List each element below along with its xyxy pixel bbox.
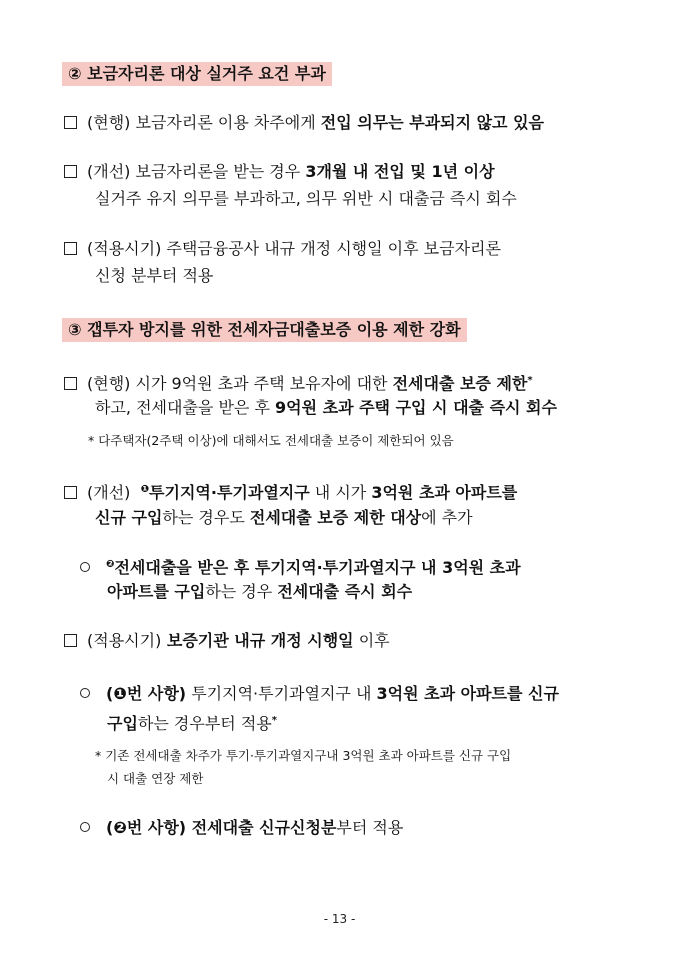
s3-timing-bold: 보증기관 내규 개정 시행일	[161, 631, 354, 650]
s3-item2-text: 부터 적용	[336, 818, 404, 837]
item-1-label: (❶번 사항)	[106, 684, 187, 703]
s3-timing-text: 이후	[353, 631, 390, 650]
checkbox-square-icon	[64, 634, 77, 647]
s3-item1-line2	[107, 710, 277, 735]
s3-improve-line	[64, 479, 517, 504]
s3-item1-text: 투기지역·투기과열지구 내	[186, 684, 377, 703]
s3-improve-bold1: 투기지역·투기과열지구	[149, 483, 310, 502]
s3-improve-text: 내 시가	[309, 483, 372, 502]
s3-current-line2	[95, 397, 557, 419]
s3-item2-line	[80, 817, 403, 839]
s3-current-line	[64, 370, 533, 395]
footnote-star: *	[271, 715, 277, 726]
checkbox-square-icon	[64, 377, 77, 390]
s2-timing-line	[64, 238, 501, 260]
s3-timing-line	[64, 630, 390, 652]
label-current: (현행)	[87, 374, 131, 393]
s3-note-2a: * 기존 전세대출 차주가 투기·투기과열지구내 3억원 초과 아파트를 신규 구입	[95, 748, 512, 763]
footnote-star: *	[527, 375, 533, 386]
s3-current-l2-text: 하고, 전세대출을 받은 후	[95, 398, 275, 417]
label-timing: (적용시기)	[87, 631, 162, 650]
s2-timing-text: 주택금융공사 내규 개정 시행일 이후 보금자리론	[161, 239, 501, 258]
s2-timing-line2: 신청 분부터 적용	[95, 266, 214, 285]
s3-item2-bold: 전세대출 신규신청분	[186, 818, 337, 837]
checkbox-square-icon	[64, 486, 77, 499]
s3-improve2-l2-text: 하는 경우	[205, 582, 278, 601]
s2-improve-text: 보금자리론을 받는 경우	[130, 162, 306, 181]
s2-improve-bold: 3개월 내 전입 및 1년 이상	[305, 162, 495, 181]
s3-improve-l2-text: 하는 경우도	[162, 508, 250, 527]
label-improve: (개선)	[87, 483, 131, 502]
bullet-circle-icon	[80, 562, 90, 572]
s3-improve-bold2: 3억원 초과 아파트를	[371, 483, 518, 502]
s3-improve2-bold: 전세대출을 받은 후 투기지역·투기과열지구 내 3억원 초과	[114, 558, 521, 577]
checkbox-square-icon	[64, 116, 77, 129]
s2-improve-line	[64, 161, 495, 183]
s3-item1-l2-text: 하는 경우부터 적용	[137, 714, 272, 733]
s3-current-l2-bold: 9억원 초과 주택 구입 시 대출 즉시 회수	[275, 398, 557, 417]
s3-current-text: 시가 9억원 초과 주택 보유자에 대한	[130, 374, 393, 393]
checkbox-square-icon	[64, 165, 77, 178]
s3-item1-line	[80, 683, 559, 705]
number-1-marker: ❶	[140, 484, 150, 495]
label-timing: (적용시기)	[87, 239, 162, 258]
s3-improve-l2-bold1: 신규 구입	[95, 508, 163, 527]
s2-current-bold: 전입 의무는 부과되지 않고 있음	[320, 113, 544, 132]
s3-improve2-l2-bold2: 전세대출 즉시 회수	[277, 582, 413, 601]
section-2-heading: ② 보금자리론 대상 실거주 요건 부과	[62, 62, 332, 86]
s3-item1-l2-bold: 구입	[107, 714, 138, 733]
section-3-heading: ③ 갭투자 방지를 위한 전세자금대출보증 이용 제한 강화	[62, 318, 467, 342]
number-2-marker: ❷	[106, 559, 115, 570]
s3-improve-l2-bold2: 전세대출 보증 제한 대상	[249, 508, 422, 527]
page-number: - 13 -	[323, 912, 356, 926]
label-current: (현행)	[87, 113, 131, 132]
s2-improve-line2: 실거주 유지 의무를 부과하고, 의무 위반 시 대출금 즉시 회수	[95, 189, 517, 208]
s2-current-text: 보금자리론 이용 차주에게	[130, 113, 321, 132]
s3-note-2b: 시 대출 연장 제한	[107, 771, 204, 786]
s3-note-1: * 다주택자(2주택 이상)에 대해서도 전세대출 보증이 제한되어 있음	[88, 433, 454, 448]
s3-improve2-line2	[107, 581, 412, 603]
bullet-circle-icon	[80, 688, 90, 698]
item-2-label: (❷번 사항)	[106, 818, 187, 837]
s3-improve-line2	[95, 507, 473, 529]
s2-current-line	[64, 112, 544, 134]
bullet-circle-icon	[80, 822, 90, 832]
s3-item1-bold: 3억원 초과 아파트를 신규	[376, 684, 559, 703]
label-improve: (개선)	[87, 162, 131, 181]
s3-current-bold: 전세대출 보증 제한	[392, 374, 528, 393]
checkbox-square-icon	[64, 242, 77, 255]
s3-improve-l2-tail: 에 추가	[421, 508, 473, 527]
s3-improve2-line	[80, 554, 521, 579]
s3-improve2-l2-bold1: 아파트를 구입	[107, 582, 206, 601]
